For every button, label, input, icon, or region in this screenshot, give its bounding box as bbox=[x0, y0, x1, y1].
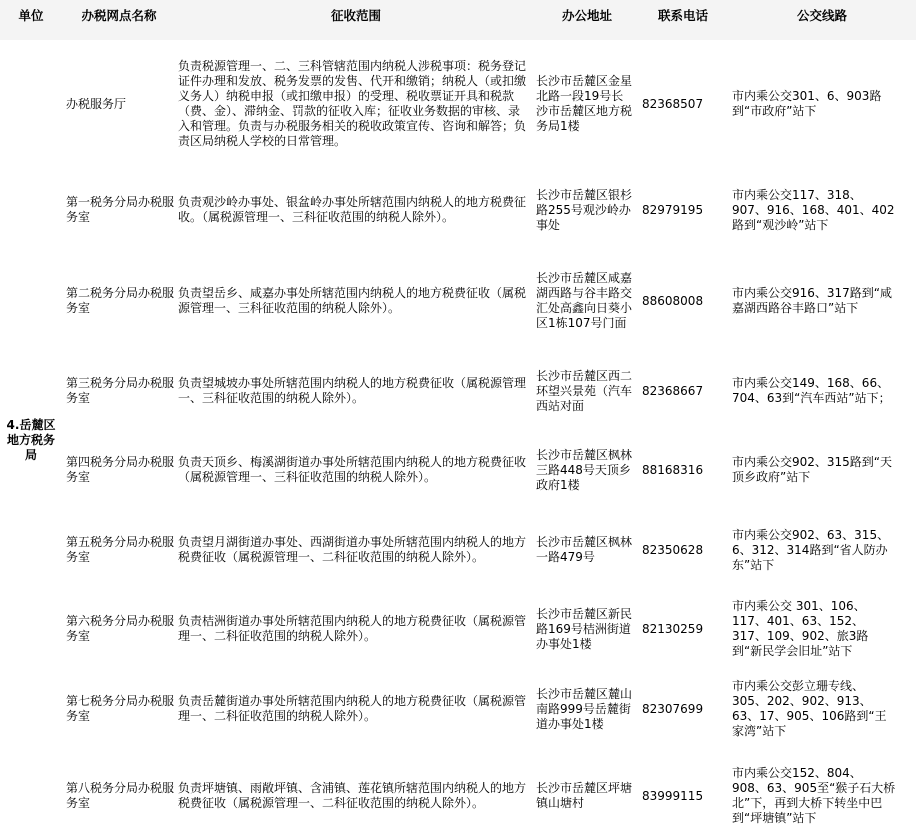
office-address: 长沙市岳麓区坪塘镇山塘村 bbox=[536, 781, 633, 810]
bus-route: 市内乘公交彭立珊专线、305、202、902、913、63、17、905、106路到“王家湾”站下 bbox=[732, 679, 887, 738]
office-phone: 82130259 bbox=[642, 621, 704, 636]
office-name: 第五税务分局办税服务室 bbox=[66, 535, 175, 564]
scope-text: 负责望月湖街道办事处、西湖街道办事处所辖范围内纳税人的地方税费征收（属税源管理一、二科征收范围的纳税人除外）。 bbox=[178, 535, 527, 564]
header-bus: 公交线路 bbox=[728, 0, 916, 40]
office-phone: 82307699 bbox=[642, 701, 704, 716]
scope-text: 负责望岳乡、咸嘉办事处所辖范围内纳税人的地方税费征收（属税源管理一、三科征收范围的纳税人除外）。 bbox=[178, 286, 527, 315]
table-row bbox=[0, 432, 916, 508]
table-row bbox=[0, 40, 916, 168]
bus-route: 市内乘公交902、63、315、6、312、314路到“省人防办东”站下 bbox=[732, 527, 890, 572]
office-name: 办税服务厅 bbox=[66, 96, 127, 111]
office-address: 长沙市岳麓区金星北路一段19号长沙市岳麓区地方税务局1楼 bbox=[536, 74, 633, 133]
office-name: 第一税务分局办税服务室 bbox=[66, 195, 175, 224]
bus-route: 市内乘公交916、317路到“咸嘉湖西路谷丰路口”站下 bbox=[732, 286, 893, 315]
office-address: 长沙市岳麓区枫林三路448号天顶乡政府1楼 bbox=[536, 447, 633, 492]
office-name: 第四税务分局办税服务室 bbox=[66, 455, 175, 484]
office-name: 第七税务分局办税服务室 bbox=[66, 694, 175, 723]
office-phone: 82368507 bbox=[642, 96, 704, 111]
header-name: 办税网点名称 bbox=[62, 0, 176, 40]
office-name: 第八税务分局办税服务室 bbox=[66, 781, 175, 810]
table-row bbox=[0, 168, 916, 252]
bus-route: 市内乘公交902、315路到“天顶乡政府”站下 bbox=[732, 455, 893, 484]
table-row bbox=[0, 666, 916, 752]
bus-route: 市内乘公交301、6、903路到“市政府”站下 bbox=[732, 89, 882, 118]
office-phone: 82368667 bbox=[642, 383, 704, 398]
office-address: 长沙市岳麓区麓山南路999号岳麓街道办事处1楼 bbox=[536, 686, 633, 731]
table-row bbox=[0, 252, 916, 350]
header-row bbox=[0, 0, 916, 40]
scope-text: 负责望城坡办事处所辖范围内纳税人的地方税费征收（属税源管理一、三科征收范围的纳税人除外）。 bbox=[178, 376, 527, 405]
office-address: 长沙市岳麓区银杉路255号观沙岭办事处 bbox=[536, 187, 633, 232]
scope-text: 负责岳麓街道办事处所辖范围内纳税人的地方税费征收（属税源管理一、二科征收范围的纳税人除外）。 bbox=[178, 694, 527, 723]
office-phone: 82350628 bbox=[642, 542, 704, 557]
header-unit: 单位 bbox=[0, 0, 62, 40]
office-phone: 88168316 bbox=[642, 462, 704, 477]
office-address: 长沙市岳麓区新民路169号桔洲街道办事处1楼 bbox=[536, 606, 633, 651]
bus-route: 市内乘公交117、318、907、916、168、401、402路到“观沙岭”站下 bbox=[732, 187, 895, 232]
office-name: 第六税务分局办税服务室 bbox=[66, 614, 175, 643]
office-phone: 82979195 bbox=[642, 202, 704, 217]
unit-label: 4.岳麓区地方税务局 bbox=[6, 417, 56, 462]
bus-route: 市内乘公交152、804、908、63、905至“猴子石大桥北”下，再到大桥下转坐中巴到“坪塘镇”站下 bbox=[732, 766, 896, 825]
table-row bbox=[0, 752, 916, 840]
table-row bbox=[0, 508, 916, 592]
table-row bbox=[0, 350, 916, 432]
office-name: 第三税务分局办税服务室 bbox=[66, 376, 175, 405]
office-address: 长沙市岳麓区西二环望兴景苑（汽车西站对面 bbox=[536, 368, 633, 413]
table-row bbox=[0, 592, 916, 666]
office-name: 第二税务分局办税服务室 bbox=[66, 286, 175, 315]
header-address: 办公地址 bbox=[536, 0, 638, 40]
office-address: 长沙市岳麓区枫林一路479号 bbox=[536, 535, 633, 564]
unit-cell bbox=[0, 40, 62, 840]
office-phone: 88608008 bbox=[642, 293, 704, 308]
scope-text: 负责观沙岭办事处、银盆岭办事处所辖范围内纳税人的地方税费征收。（属税源管理一、三科征收范围的纳税人除外）。 bbox=[178, 195, 527, 224]
scope-text: 负责桔洲街道办事处所辖范围内纳税人的地方税费征收（属税源管理一、二科征收范围的纳税人除外）。 bbox=[178, 614, 527, 643]
scope-text: 负责坪塘镇、雨敞坪镇、含浦镇、莲花镇所辖范围内纳税人的地方税费征收（属税源管理一、二科征收范围的纳税人除外）。 bbox=[178, 781, 527, 810]
office-address: 长沙市岳麓区咸嘉湖西路与谷丰路交汇处高鑫向日葵小区1栋107号门面 bbox=[536, 271, 633, 330]
scope-text: 负责税源管理一、二、三科管辖范围内纳税人涉税事项：税务登记证件办理和发放、税务发票的发售、代开和缴销；纳税人（或扣缴义务人）纳税申报（或扣缴申报）的受理、税收票证开具和税款（费、金）、滞纳金、罚款的征收入库；征收业务数据的审核、录入和管理。负责与办税服务相关的税收政策宣传、咨询和解答；负责区局纳税人学校的日常管理。 bbox=[178, 59, 527, 148]
bus-route: 市内乘公交149、168、66、704、63到“汽车西站”站下； bbox=[732, 376, 891, 405]
header-phone: 联系电话 bbox=[638, 0, 728, 40]
bus-route: 市内乘公交 301、106、117、401、63、152、317、109、902、旅3路到“新民学会旧址”站下 bbox=[732, 599, 869, 658]
header-scope: 征收范围 bbox=[176, 0, 536, 40]
office-phone: 83999115 bbox=[642, 788, 704, 803]
scope-text: 负责天顶乡、梅溪湖街道办事处所辖范围内纳税人的地方税费征收（属税源管理一、三科征收范围的纳税人除外）。 bbox=[178, 455, 527, 484]
